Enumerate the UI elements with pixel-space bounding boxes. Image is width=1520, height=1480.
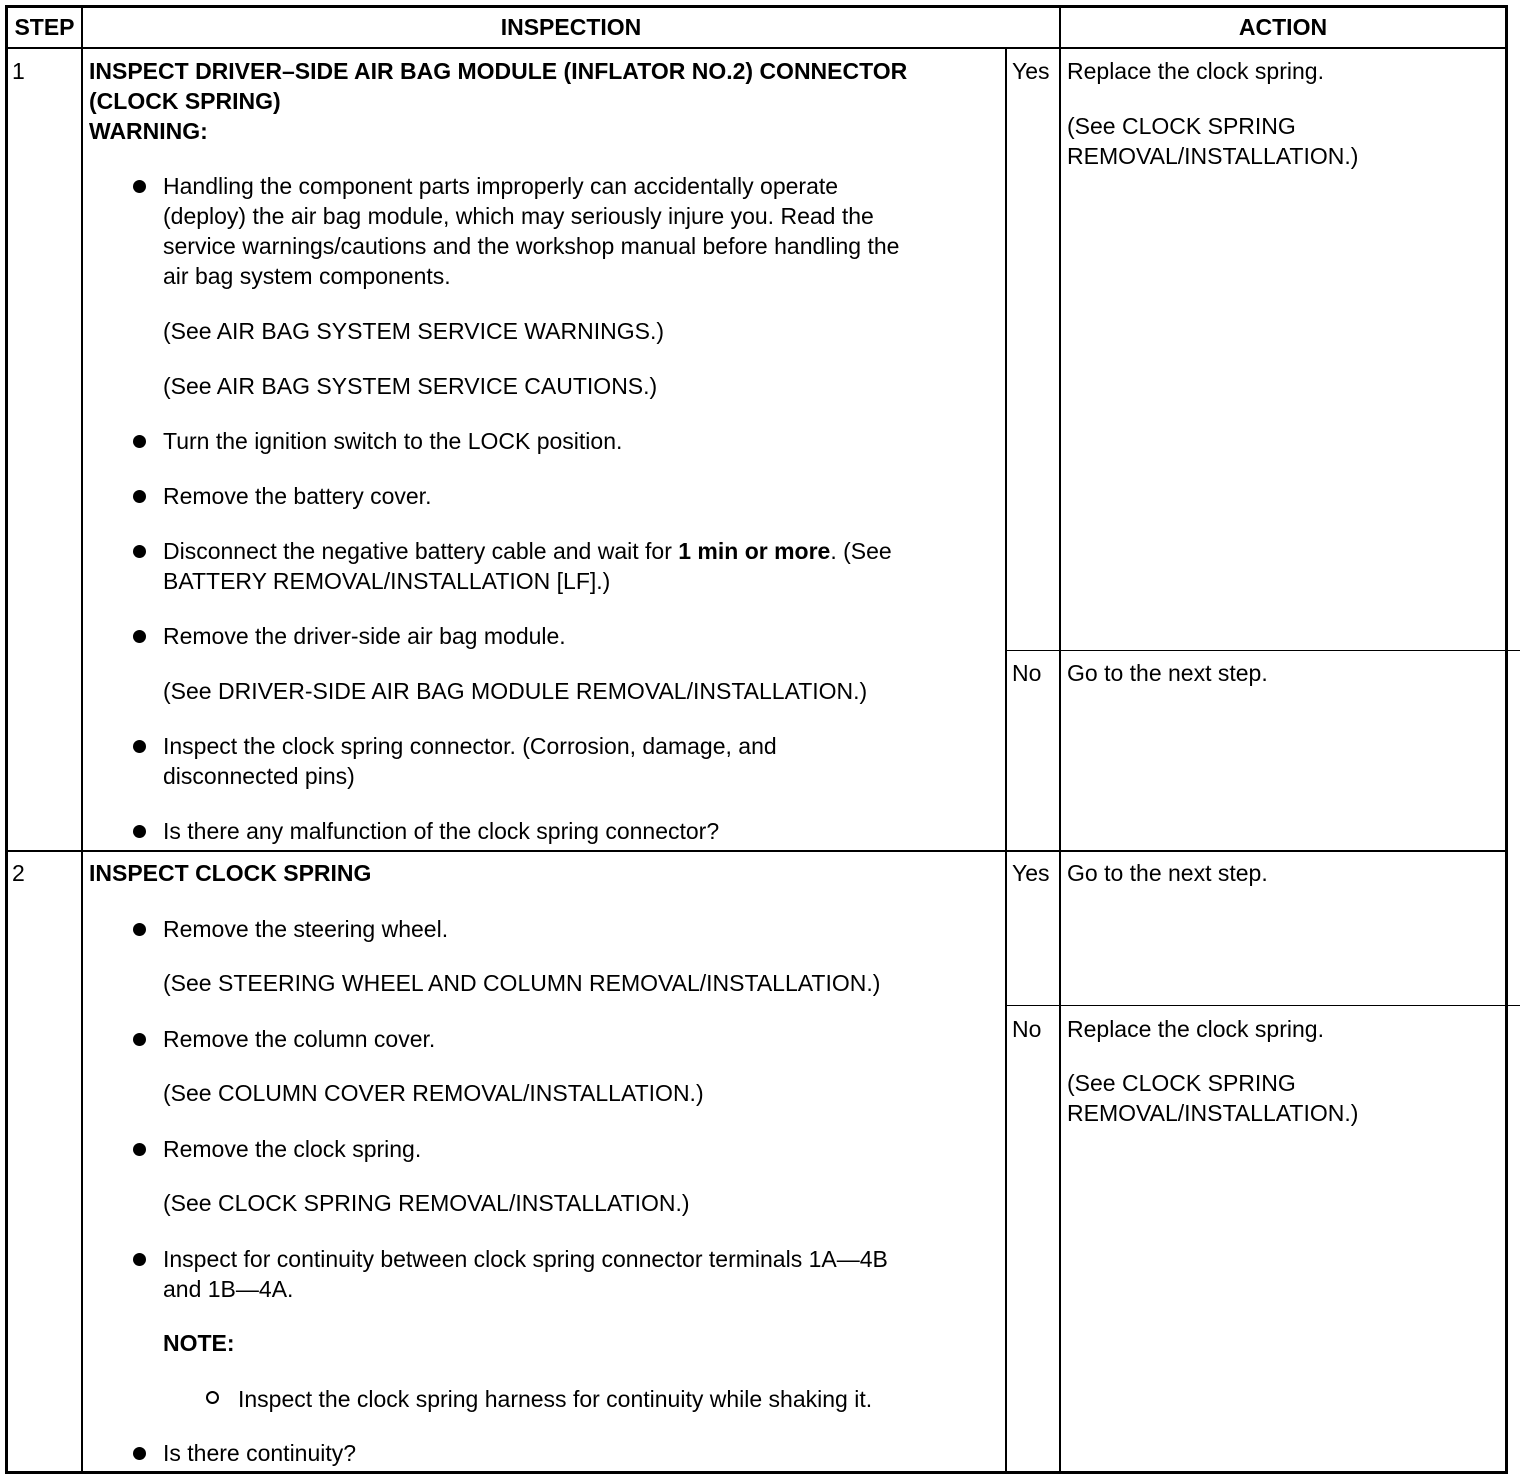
yes-action: Go to the next step. <box>1067 860 1268 886</box>
bullet-icon <box>133 1143 146 1156</box>
bullet-icon <box>133 435 146 448</box>
reference-link: (See CLOCK SPRING <box>1067 1070 1296 1096</box>
reference-link: REMOVAL/INSTALLATION.) <box>1067 1100 1359 1126</box>
reference-link: (See CLOCK SPRING <box>1067 113 1296 139</box>
no-label: No <box>1012 660 1042 686</box>
inspection-question: Is there continuity? <box>163 1440 357 1466</box>
wait-time: 1 min or more <box>678 538 831 564</box>
reference-link: (See COLUMN COVER REMOVAL/INSTALLATION.) <box>163 1080 704 1106</box>
no-label: No <box>1012 1016 1042 1042</box>
step1-yes-no-divider <box>1006 650 1520 651</box>
reference-link: (See STEERING WHEEL AND COLUMN REMOVAL/INSTALLATION.) <box>163 970 881 996</box>
col-step-divider <box>81 5 83 1474</box>
header-inspection: INSPECTION <box>500 14 642 40</box>
procedure-item: Turn the ignition switch to the LOCK position. <box>163 428 623 454</box>
reference-link: BATTERY REMOVAL/INSTALLATION [LF].) <box>163 568 611 594</box>
warning-label: WARNING: <box>89 118 208 144</box>
table-border-top <box>5 5 1508 8</box>
header-divider <box>5 47 1508 49</box>
yes-label: Yes <box>1012 860 1050 886</box>
procedure-item: Inspect the clock spring connector. (Corrosion, damage, and <box>163 733 777 759</box>
bullet-icon <box>133 1033 146 1046</box>
step-title: INSPECT CLOCK SPRING <box>89 860 372 886</box>
procedure-item: Remove the battery cover. <box>163 483 432 509</box>
procedure-item: and 1B—4A. <box>163 1276 294 1302</box>
reference-link: REMOVAL/INSTALLATION.) <box>1067 143 1359 169</box>
bullet-icon <box>133 630 146 643</box>
warning-text: air bag system components. <box>163 263 451 289</box>
table-border-right <box>1505 5 1508 1474</box>
table-border-bottom <box>5 1471 1508 1474</box>
procedure-text: . (See <box>830 538 892 564</box>
step-divider <box>5 850 1508 852</box>
procedure-item: disconnected pins) <box>163 763 355 789</box>
col-inspection-divider <box>1005 48 1007 1474</box>
bullet-icon <box>133 180 146 193</box>
table-border-left <box>5 5 8 1474</box>
step-title: INSPECT DRIVER–SIDE AIR BAG MODULE (INFLATOR NO.2) CONNECTOR <box>89 58 908 84</box>
bullet-icon <box>133 825 146 838</box>
header-step: STEP <box>14 14 75 40</box>
bullet-icon <box>133 923 146 936</box>
reference-link: (See AIR BAG SYSTEM SERVICE WARNINGS.) <box>163 318 665 344</box>
procedure-text: Disconnect the negative battery cable and wait for <box>163 538 679 564</box>
step2-yes-no-divider <box>1006 1005 1520 1006</box>
no-action: Replace the clock spring. <box>1067 1016 1324 1042</box>
reference-link: (See DRIVER-SIDE AIR BAG MODULE REMOVAL/INSTALLATION.) <box>163 678 868 704</box>
reference-link: (See CLOCK SPRING REMOVAL/INSTALLATION.) <box>163 1190 690 1216</box>
procedure-item: Inspect for continuity between clock spring connector terminals 1A—4B <box>163 1246 888 1272</box>
inspection-question: Is there any malfunction of the clock spring connector? <box>163 818 720 844</box>
note-text: Inspect the clock spring harness for continuity while shaking it. <box>238 1386 873 1412</box>
warning-text: Handling the component parts improperly can accidentally operate <box>163 173 839 199</box>
bullet-icon <box>133 490 146 503</box>
no-action: Go to the next step. <box>1067 660 1268 686</box>
bullet-icon <box>133 1253 146 1266</box>
procedure-item: Remove the driver-side air bag module. <box>163 623 566 649</box>
procedure-item <box>163 536 892 566</box>
warning-text: service warnings/cautions and the workshop manual before handling the <box>163 233 900 259</box>
procedure-item: Remove the clock spring. <box>163 1136 422 1162</box>
step-title-continued: (CLOCK SPRING) <box>89 88 281 114</box>
procedure-item: Remove the steering wheel. <box>163 916 449 942</box>
col-action-divider <box>1059 5 1061 1474</box>
note-label: NOTE: <box>163 1330 235 1356</box>
bullet-icon <box>133 740 146 753</box>
step-number: 1 <box>12 58 25 84</box>
step-number: 2 <box>12 860 25 886</box>
bullet-icon <box>133 545 146 558</box>
yes-action: Replace the clock spring. <box>1067 58 1324 84</box>
bullet-icon <box>133 1447 146 1460</box>
hollow-bullet-icon <box>206 1391 219 1404</box>
procedure-item: Remove the column cover. <box>163 1026 436 1052</box>
warning-text: (deploy) the air bag module, which may seriously injure you. Read the <box>163 203 874 229</box>
reference-link: (See AIR BAG SYSTEM SERVICE CAUTIONS.) <box>163 373 658 399</box>
yes-label: Yes <box>1012 58 1050 84</box>
header-action: ACTION <box>1238 14 1328 40</box>
